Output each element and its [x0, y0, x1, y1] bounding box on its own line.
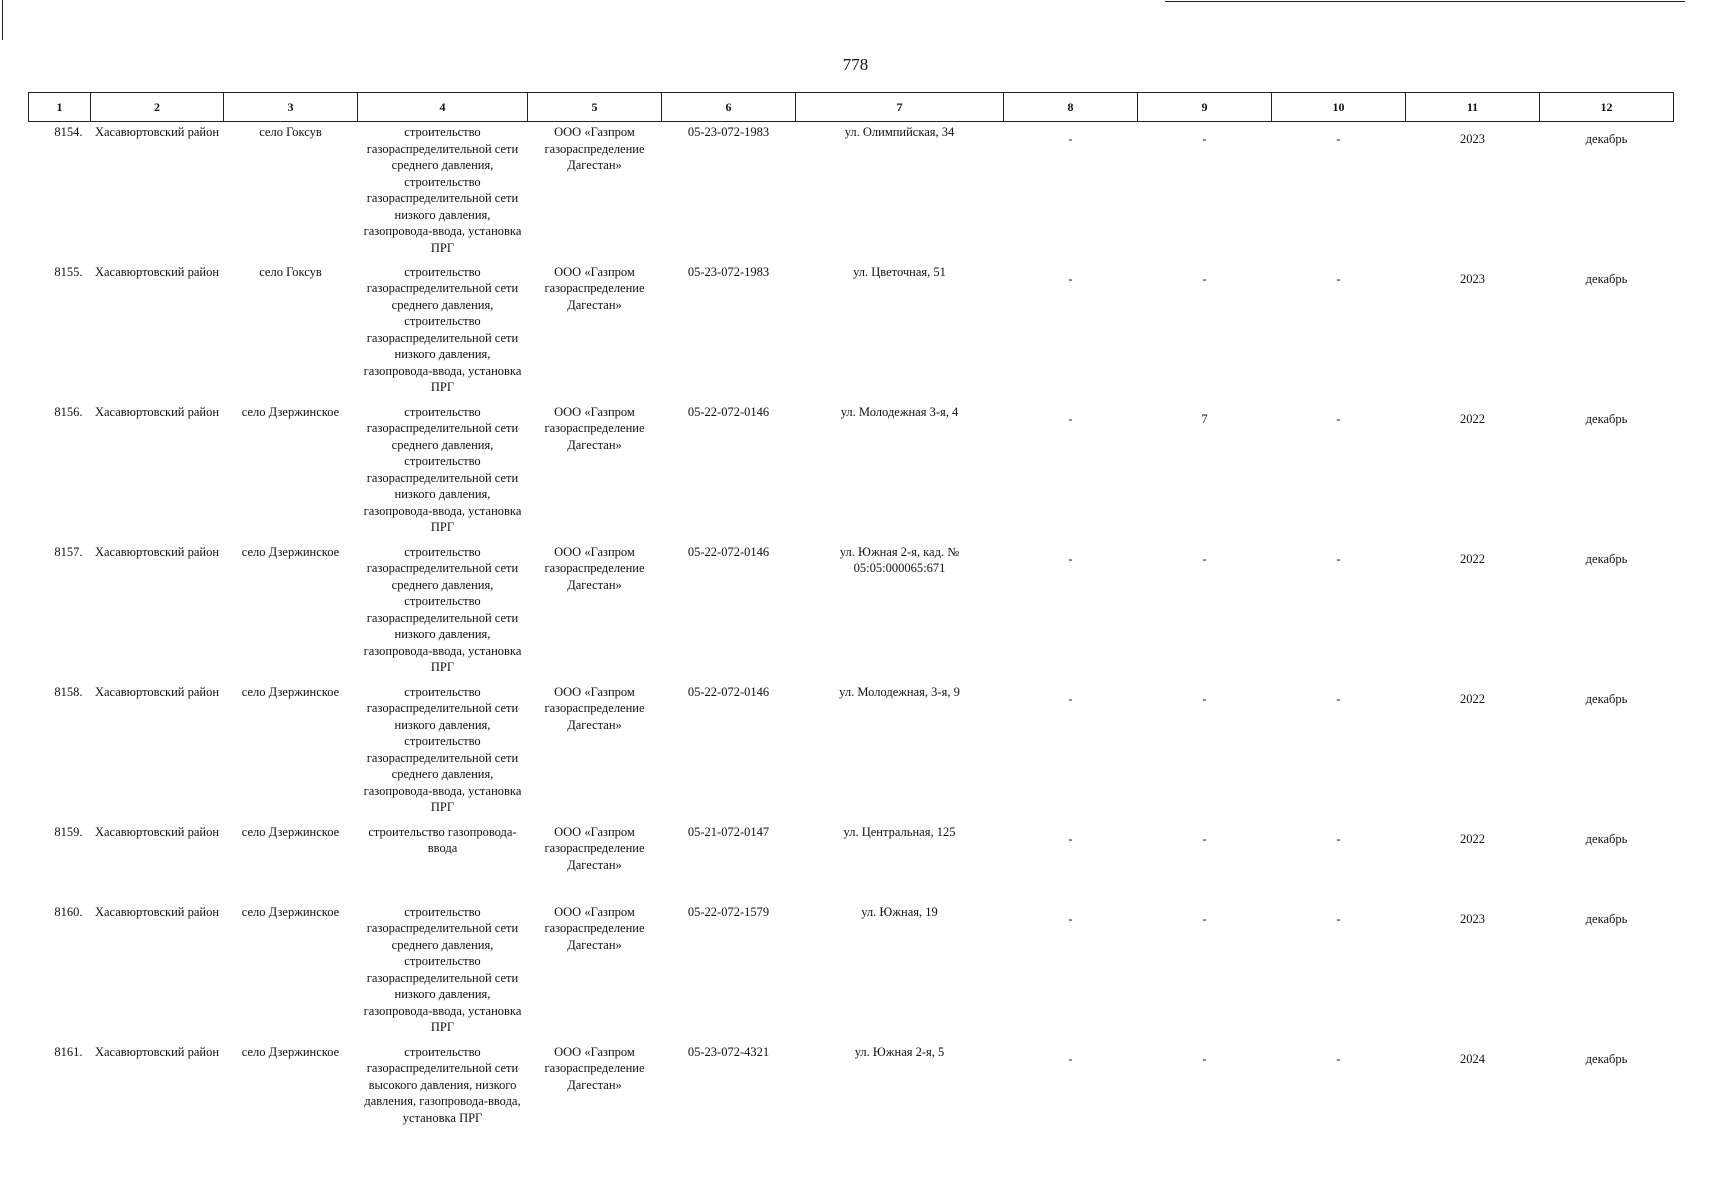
col10-cell: -: [1336, 271, 1341, 286]
organization-cell: ООО «Газпром газораспределение Дагестан»: [544, 824, 645, 872]
address-cell: ул. Центральная, 125: [843, 824, 956, 839]
column-number-row: [29, 93, 1674, 122]
settlement-cell: село Дзержинское: [241, 684, 340, 699]
settlement-cell: село Гоксув: [259, 125, 322, 139]
col8-cell: -: [1068, 271, 1073, 286]
address-cell: ул. Молодежная 3-я, 4: [840, 404, 959, 419]
col10-cell: -: [1336, 551, 1341, 566]
work-description-cell: строительство газораспределительной сети среднего давления, строительство газораспределительной сети низкого давления, газопровода-ввода, установка ПРГ: [363, 904, 522, 1034]
year-cell: 2022: [1460, 411, 1485, 426]
month-cell: декабрь: [1585, 411, 1628, 426]
code-cell: 05-23-072-4321: [687, 1044, 770, 1059]
col9-cell: -: [1202, 1051, 1207, 1066]
work-description-cell: строительство газораспределительной сети среднего давления, строительство газораспределительной сети низкого давления, газопровода-ввода, установка ПРГ: [363, 264, 522, 394]
work-description-cell: строительство газораспределительной сети низкого давления, строительство газораспределительной сети среднего давления, газопровода-ввода, установка ПРГ: [363, 684, 522, 814]
settlement-cell: село Гоксув: [259, 264, 322, 279]
district-cell: Хасавюртовский район: [94, 684, 220, 699]
month-cell: декабрь: [1585, 132, 1628, 146]
register-table: [28, 92, 1674, 1182]
col8-cell: -: [1068, 551, 1073, 566]
col8-cell: -: [1068, 691, 1073, 706]
work-description-cell: строительство газораспределительной сети высокого давления, низкого давления, газопровода-ввода, установка ПРГ: [364, 1044, 521, 1125]
column-header: 8: [1004, 93, 1138, 122]
month-cell: декабрь: [1585, 831, 1628, 846]
column-header: 9: [1138, 93, 1272, 122]
col10-cell: -: [1336, 911, 1341, 926]
address-cell: ул. Южная 2-я, кад. № 05:05:000065:671: [839, 544, 960, 575]
col8-cell: -: [1068, 411, 1073, 426]
table-row: [29, 542, 1674, 682]
table-row: [29, 682, 1674, 822]
col9-cell: -: [1202, 911, 1207, 926]
district-cell: Хасавюртовский район: [94, 125, 220, 139]
settlement-cell: село Дзержинское: [241, 404, 340, 419]
year-cell: 2023: [1460, 271, 1485, 286]
month-cell: декабрь: [1585, 271, 1628, 286]
col8-cell: -: [1068, 1051, 1073, 1066]
row-number: 8154.: [54, 125, 83, 139]
col9-cell: -: [1202, 551, 1207, 566]
settlement-cell: село Дзержинское: [241, 1044, 340, 1059]
year-cell: 2023: [1460, 911, 1485, 926]
code-cell: 05-22-072-0146: [687, 684, 770, 699]
column-header: 4: [358, 93, 528, 122]
column-header: 5: [528, 93, 662, 122]
col9-cell: -: [1202, 132, 1207, 146]
organization-cell: ООО «Газпром газораспределение Дагестан»: [544, 264, 645, 312]
column-header: 1: [29, 93, 91, 122]
organization-cell: ООО «Газпром газораспределение Дагестан»: [544, 544, 645, 592]
code-cell: 05-22-072-0146: [687, 404, 770, 419]
col10-cell: -: [1336, 691, 1341, 706]
column-header: 12: [1540, 93, 1674, 122]
work-description-cell: строительство газораспределительной сети среднего давления, строительство газораспределительной сети низкого давления, газопровода-ввода, установка ПРГ: [363, 544, 522, 674]
scan-mark-left: [2, 0, 3, 40]
address-cell: ул. Молодежная, 3-я, 9: [839, 684, 960, 699]
table-row: [29, 402, 1674, 542]
district-cell: Хасавюртовский район: [94, 1044, 220, 1059]
col10-cell: -: [1336, 1051, 1341, 1066]
year-cell: 2022: [1460, 691, 1485, 706]
settlement-cell: село Дзержинское: [241, 904, 340, 919]
month-cell: декабрь: [1585, 691, 1628, 706]
column-header: 10: [1272, 93, 1406, 122]
row-number: 8158.: [54, 684, 83, 699]
col9-cell: 7: [1201, 411, 1208, 426]
organization-cell: ООО «Газпром газораспределение Дагестан»: [544, 904, 645, 952]
table-row: [29, 822, 1674, 902]
address-cell: ул. Южная 2-я, 5: [854, 1044, 945, 1059]
district-cell: Хасавюртовский район: [94, 904, 220, 919]
col10-cell: -: [1336, 132, 1341, 146]
address-cell: ул. Южная, 19: [861, 904, 938, 919]
row-number: 8161.: [54, 1044, 83, 1059]
code-cell: 05-23-072-1983: [687, 125, 770, 139]
col9-cell: -: [1202, 831, 1207, 846]
row-number: 8160.: [54, 904, 83, 919]
page-number: 778: [842, 55, 869, 74]
code-cell: 05-23-072-1983: [687, 264, 770, 279]
row-number: 8155.: [54, 264, 83, 279]
row-number: 8157.: [54, 544, 83, 559]
district-cell: Хасавюртовский район: [94, 264, 220, 279]
organization-cell: ООО «Газпром газораспределение Дагестан»: [544, 404, 645, 452]
col8-cell: -: [1068, 831, 1073, 846]
col9-cell: -: [1202, 691, 1207, 706]
column-header: 3: [224, 93, 358, 122]
work-description-cell: строительство газораспределительной сети среднего давления, строительство газораспределительной сети низкого давления, газопровода-ввода, установка ПРГ: [363, 404, 522, 534]
district-cell: Хасавюртовский район: [94, 544, 220, 559]
column-header: 2: [91, 93, 224, 122]
settlement-cell: село Дзержинское: [241, 544, 340, 559]
month-cell: декабрь: [1585, 1051, 1628, 1066]
code-cell: 05-22-072-0146: [687, 544, 770, 559]
col8-cell: -: [1068, 132, 1073, 146]
settlement-cell: село Дзержинское: [241, 824, 340, 839]
column-header: 6: [662, 93, 796, 122]
table-row: [29, 122, 1674, 262]
col10-cell: -: [1336, 411, 1341, 426]
scan-mark-top-right: [1165, 1, 1685, 2]
table-row: [29, 262, 1674, 402]
column-header: 7: [796, 93, 1004, 122]
col8-cell: -: [1068, 911, 1073, 926]
organization-cell: ООО «Газпром газораспределение Дагестан»: [544, 1044, 645, 1092]
month-cell: декабрь: [1585, 551, 1628, 566]
month-cell: декабрь: [1585, 911, 1628, 926]
address-cell: ул. Олимпийская, 34: [844, 125, 955, 139]
address-cell: ул. Цветочная, 51: [853, 264, 946, 279]
organization-cell: ООО «Газпром газораспределение Дагестан»: [544, 125, 645, 172]
district-cell: Хасавюртовский район: [94, 404, 220, 419]
col10-cell: -: [1336, 831, 1341, 846]
year-cell: 2022: [1460, 551, 1485, 566]
year-cell: 2023: [1460, 132, 1485, 146]
row-number: 8156.: [54, 404, 83, 419]
year-cell: 2022: [1460, 831, 1485, 846]
district-cell: Хасавюртовский район: [94, 824, 220, 839]
organization-cell: ООО «Газпром газораспределение Дагестан»: [544, 684, 645, 732]
col9-cell: -: [1202, 271, 1207, 286]
row-number: 8159.: [54, 824, 83, 839]
column-header: 11: [1406, 93, 1540, 122]
year-cell: 2024: [1460, 1051, 1485, 1066]
code-cell: 05-22-072-1579: [687, 904, 770, 919]
work-description-cell: строительство газопровода-ввода: [368, 824, 517, 855]
code-cell: 05-21-072-0147: [687, 824, 770, 839]
table-row: [29, 902, 1674, 1042]
work-description-cell: строительство газораспределительной сети среднего давления, строительство газораспределительной сети низкого давления, газопровода-ввода, установка ПРГ: [363, 125, 522, 255]
table-row: [29, 1042, 1674, 1182]
